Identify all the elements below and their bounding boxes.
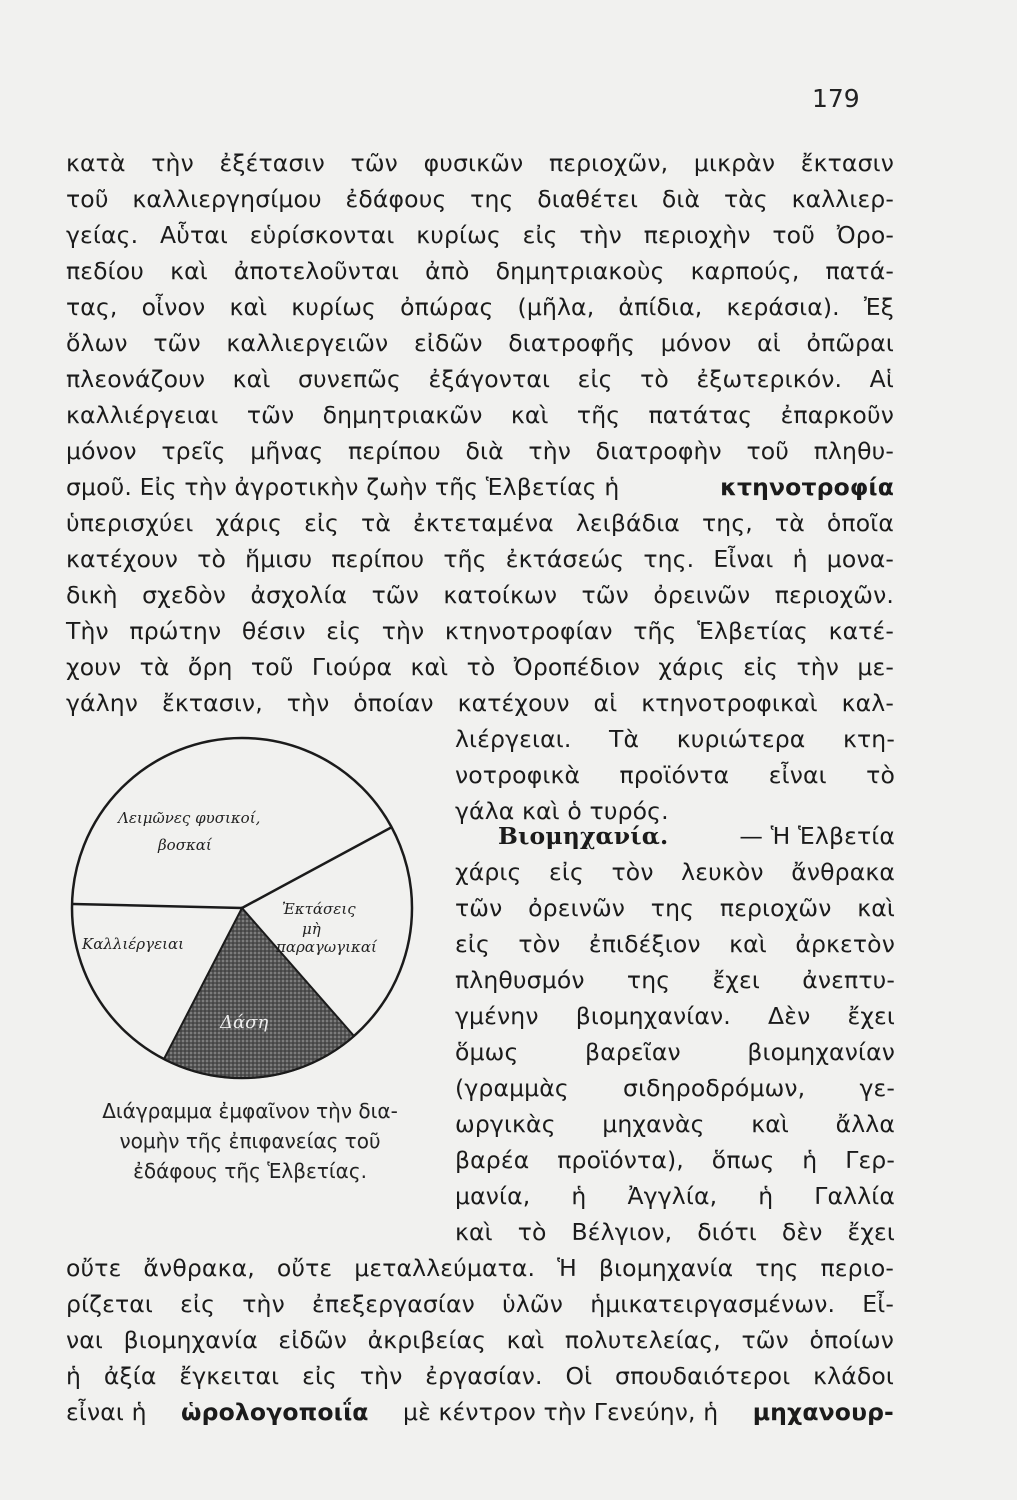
text-segment: — Ἡ Ἑλβετία xyxy=(739,822,895,850)
text-line: βαρέα προϊόντα), ὅπως ἡ Γερ- xyxy=(455,1146,895,1174)
caption-line: ἐδάφους τῆς Ἑλβετίας. xyxy=(133,1159,367,1183)
diagram-caption xyxy=(60,1096,440,1186)
pie-label-unproductive: Ἐκτάσεις xyxy=(282,900,356,918)
pie-slice-forests xyxy=(164,908,354,1078)
page-number: 179 xyxy=(812,84,860,113)
text-line: χουν τὰ ὄρη τοῦ Γιούρα καὶ τὸ Ὀροπέδιον χάρις εἰς τὴν με- xyxy=(66,653,894,681)
pie-label-crops: Καλλιέργειαι xyxy=(82,935,185,953)
text-line: καλλιέργειαι τῶν δημητριακῶν καὶ τῆς πατάτας ἐπαρκοῦν xyxy=(66,401,894,429)
text-line: ρίζεται εἰς τὴν ἐπεξεργασίαν ὑλῶν ἡμικατειργασμένων. Εἶ- xyxy=(66,1290,894,1318)
text-line: ὑπερισχύει χάρις εἰς τὰ ἐκτεταμένα λειβάδια της, τὰ ὁποῖα xyxy=(66,509,894,537)
text-line: ὅλων τῶν καλλιεργειῶν εἰδῶν διατροφῆς μόνον αἱ ὀπῶραι xyxy=(66,329,894,357)
text-line: μόνον τρεῖς μῆνας περίπου διὰ τὴν διατροφὴν τοῦ πληθυ- xyxy=(66,437,894,465)
text-line: πληθυσμόν της ἔχει ἀνεπτυ- xyxy=(455,966,895,994)
text-line: πλεονάζουν καὶ συνεπῶς ἐξάγονται εἰς τὸ ἐξωτερικόν. Αἱ xyxy=(66,365,894,393)
text-line: δικὴ σχεδὸν ἀσχολία τῶν κατοίκων τῶν ὀρεινῶν περιοχῶν. xyxy=(66,581,894,609)
land-use-pie-diagram xyxy=(70,728,430,1098)
pie-label-unproductive-2: μὴ xyxy=(302,920,321,938)
text-line: μανία, ἡ Ἀγγλία, ἡ Γαλλία xyxy=(455,1182,895,1210)
text-line: (γραμμὰς σιδηροδρόμων, γε- xyxy=(455,1074,895,1102)
text-line: χάρις εἰς τὸν λευκὸν ἄνθρακα xyxy=(455,858,895,886)
text-line: τῶν ὀρεινῶν της περιοχῶν καὶ xyxy=(455,894,895,922)
text-line xyxy=(498,818,895,854)
pie-label-meadows: Λειμῶνες φυσικοί, xyxy=(118,809,261,827)
text-line: κατὰ τὴν ἐξέτασιν τῶν φυσικῶν περιοχῶν, μικρὰν ἔκτασιν xyxy=(66,149,894,177)
text-line: Τὴν πρώτην θέσιν εἰς τὴν κτηνοτροφίαν τῆς Ἑλβετίας κατέ- xyxy=(66,617,894,645)
text-line: ἡ ἀξία ἔγκειται εἰς τὴν ἐργασίαν. Οἱ σπουδαιότεροι κλάδοι xyxy=(66,1362,894,1390)
text-line: γάλα καὶ ὁ τυρός. xyxy=(455,797,669,825)
text-line: εἰς τὸν ἐπιδέξιον καὶ ἀρκετὸν xyxy=(455,930,895,958)
text-segment: μὲ κέντρον τὴν Γενεύην, ἡ xyxy=(402,1398,719,1426)
pie-divider xyxy=(242,827,392,908)
bold-term: ὡρολογοποιΐα xyxy=(181,1398,369,1426)
text-segment: σμοῦ. Εἰς τὴν ἀγροτικὴν ζωὴν τῆς Ἑλβετίας ἡ xyxy=(66,473,620,501)
text-line: ωργικὰς μηχανὰς καὶ ἄλλα xyxy=(455,1110,895,1138)
caption-line: Διάγραμμα ἐμφαῖνον τὴν δια- xyxy=(102,1099,398,1123)
text-line xyxy=(66,1394,894,1430)
bold-term: κτηνοτροφία xyxy=(720,473,894,501)
pie-label-forests: Δάση xyxy=(220,1012,269,1033)
caption-line: νομὴν τῆς ἐπιφανείας τοῦ xyxy=(119,1129,381,1153)
text-line: τας, οἶνον καὶ κυρίως ὀπώρας (μῆλα, ἀπίδια, κεράσια). Ἐξ xyxy=(66,293,894,321)
text-segment: εἶναι ἡ xyxy=(66,1398,147,1426)
bold-term: μηχανουρ- xyxy=(752,1398,894,1426)
pie-label-meadows-2: βοσκαί xyxy=(158,836,212,854)
text-line xyxy=(66,469,894,505)
text-line: ὅμως βαρεῖαν βιομηχανίαν xyxy=(455,1038,895,1066)
text-line: γάλην ἔκτασιν, τὴν ὁποίαν κατέχουν αἱ κτηνοτροφικαὶ καλ- xyxy=(66,689,894,717)
text-line: γείας. Αὗται εὑρίσκονται κυρίως εἰς τὴν περιοχὴν τοῦ Ὀρο- xyxy=(66,221,894,249)
text-line: καὶ τὸ Βέλγιον, διότι δὲν ἔχει xyxy=(455,1218,895,1246)
pie-divider xyxy=(73,904,242,908)
text-line: νοτροφικὰ προϊόντα εἶναι τὸ xyxy=(455,761,895,789)
text-line: ναι βιομηχανία εἰδῶν ἀκριβείας καὶ πολυτελείας, τῶν ὁποίων xyxy=(66,1326,894,1354)
text-line: οὔτε ἄνθρακα, οὔτε μεταλλεύματα. Ἡ βιομηχανία της περιο- xyxy=(66,1254,894,1282)
text-line: τοῦ καλλιεργησίμου ἐδάφους της διαθέτει διὰ τὰς καλλιερ- xyxy=(66,185,894,213)
text-line: κατέχουν τὸ ἥμισυ περίπου τῆς ἐκτάσεώς της. Εἶναι ἡ μονα- xyxy=(66,545,894,573)
section-heading: Βιομηχανία. xyxy=(498,822,669,850)
text-line: πεδίου καὶ ἀποτελοῦνται ἀπὸ δημητριακοὺς καρπούς, πατά- xyxy=(66,257,894,285)
text-line: λιέργειαι. Τὰ κυριώτερα κτη- xyxy=(455,725,895,753)
text-line: γμένην βιομηχανίαν. Δὲν ἔχει xyxy=(455,1002,895,1030)
pie-label-unproductive-3: παραγωγικαί xyxy=(276,938,377,956)
